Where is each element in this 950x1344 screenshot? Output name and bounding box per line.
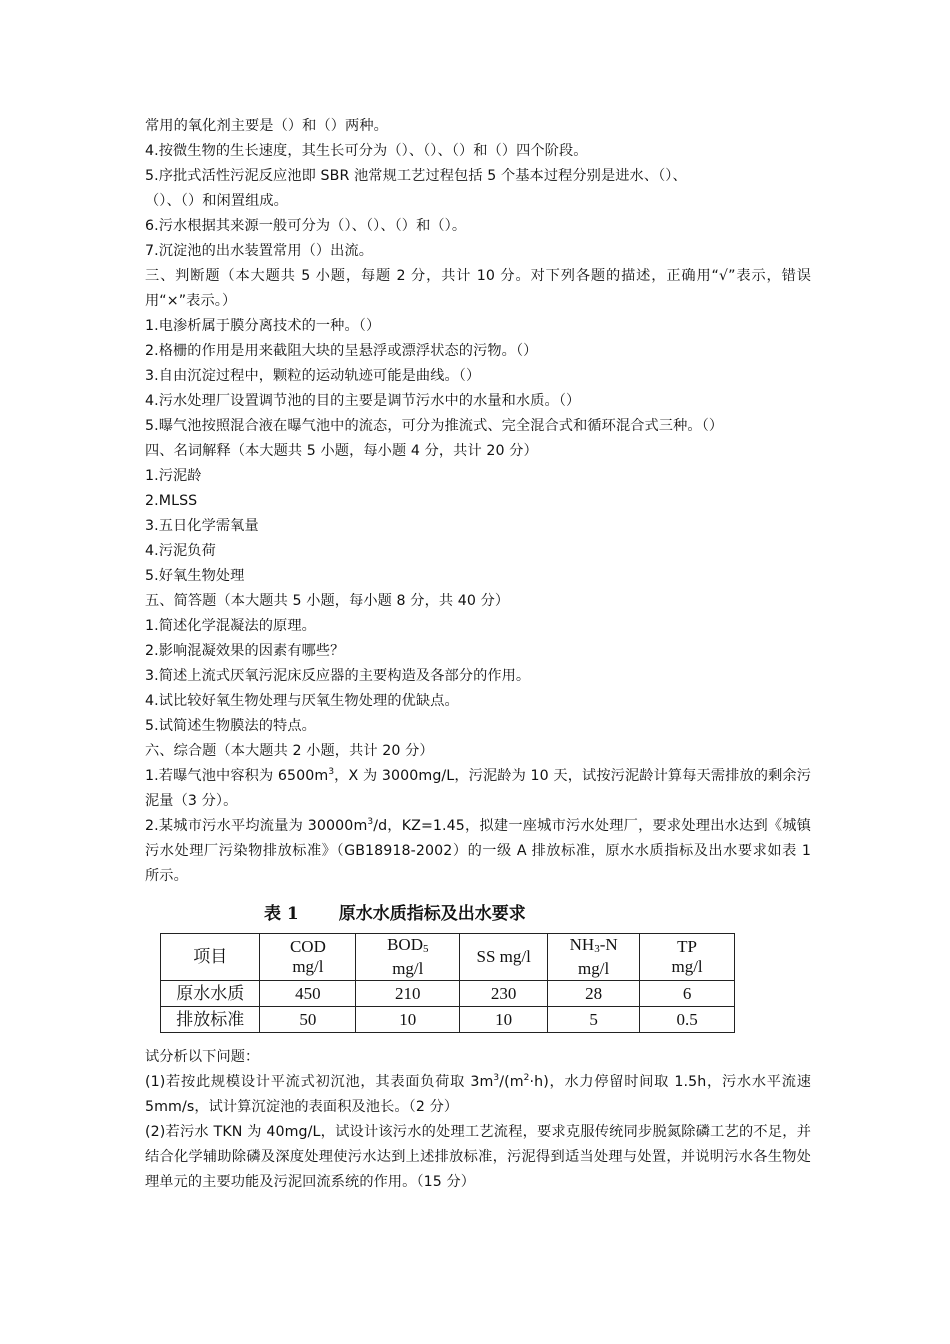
table-header-cell: NH3-N mg/l — [548, 934, 640, 981]
table-header-cell: TP mg/l — [640, 934, 735, 981]
table-header-cell: BOD5 mg/l — [356, 934, 460, 981]
table-header-row — [161, 934, 735, 981]
text-line: 4.按微生物的生长速度，其生长可分为（）、（）、（）和（）四个阶段。 — [145, 143, 588, 159]
text-line: （）、（）和闲置组成。 — [145, 193, 288, 209]
table-cell: 210 — [356, 981, 460, 1007]
question-item: 3.简述上流式厌氧污泥床反应器的主要构造及各部分的作用。 — [145, 668, 531, 684]
question-item: 2.格栅的作用是用来截阻大块的呈悬浮或漂浮状态的污物。（） — [145, 343, 538, 359]
table-row — [161, 981, 735, 1007]
water-quality-table — [160, 933, 735, 1033]
document-page — [145, 114, 811, 1195]
table-cell: 50 — [260, 1007, 356, 1033]
table-cell: 10 — [356, 1007, 460, 1033]
table-cell: 原水水质 — [161, 981, 260, 1007]
section-heading-terms: 四、名词解释（本大题共 5 小题，每小题 4 分，共计 20 分） — [145, 443, 538, 459]
table-cell: 28 — [548, 981, 640, 1007]
question-item-1: 1.若曝气池中容积为 $6500m^3$，X 为 3000mg/L，污泥龄为 10 天，试按污泥龄计算每天需排放的剩余污泥量（3 分）。 — [145, 767, 811, 809]
table-cell: 230 — [460, 981, 548, 1007]
section-heading-short-answer: 五、简答题（本大题共 5 小题，每小题 8 分，共 40 分） — [145, 593, 510, 609]
table-header-cell: 项目 — [161, 934, 260, 981]
sub-question-2: (2)若污水 TKN 为 40mg/L，试设计该污水的处理工艺流程，要求克服传统同步脱氮除磷工艺的不足，并结合化学辅助除磷及深度处理使污水达到上述排放标准，污泥得到适当处理与处置，并说明污水各生物处理单元的主要功能及污泥回流系统的作用。（15 分） — [145, 1124, 811, 1190]
question-item: 5.曝气池按照混合液在曝气池中的流态，可分为推流式、完全混合式和循环混合式三种。（） — [145, 418, 724, 434]
question-item: 1.电渗析属于膜分离技术的一种。（） — [145, 318, 381, 334]
question-item: 4.污泥负荷 — [145, 543, 216, 559]
question-item: 2.MLSS — [145, 493, 198, 509]
question-item: 1.污泥龄 — [145, 468, 202, 484]
table-cell: 排放标准 — [161, 1007, 260, 1033]
question-item: 3.自由沉淀过程中，颗粒的运动轨迹可能是曲线。（） — [145, 368, 481, 384]
question-item: 5.好氧生物处理 — [145, 568, 245, 584]
sub-question-1: (1)若按此规模设计平流式初沉池，其表面负荷取 $3m^3/(m^2\cdot h)$，水力停留时间取 1.5h，污水水平流速 5mm/s，试计算沉淀池的表面积及池长。（2 分） — [145, 1073, 811, 1115]
question-item: 2.影响混凝效果的因素有哪些？ — [145, 643, 345, 659]
analysis-intro: 试分析以下问题： — [145, 1049, 260, 1065]
section-heading-comprehensive: 六、综合题（本大题共 2 小题，共计 20 分） — [145, 743, 434, 759]
table-caption: 表 1 原水水质指标及出水要求 — [264, 904, 526, 924]
table-cell: 5 — [548, 1007, 640, 1033]
water-quality-table-block — [160, 903, 735, 1033]
table-cell: 450 — [260, 981, 356, 1007]
table-header-cell: SS mg/l — [460, 934, 548, 981]
table-cell: 10 — [460, 1007, 548, 1033]
table-cell: 6 — [640, 981, 735, 1007]
text-line: 6.污水根据其来源一般可分为（）、（）、（）和（）。 — [145, 218, 467, 234]
question-item: 4.污水处理厂设置调节池的目的主要是调节污水中的水量和水质。（） — [145, 393, 581, 409]
question-item: 3.五日化学需氧量 — [145, 518, 259, 534]
question-item-2: 2.某城市污水平均流量为 $30000m^3/d$，KZ=1.45，拟建一座城市污水处理厂，要求处理出水达到《城镇污水处理厂污染物排放标准》（GB18918-2002）的一级 A 排放标准，原水水质指标及出水要求如表 1 所示。 — [145, 817, 811, 884]
table-header-cell: COD mg/l — [260, 934, 356, 981]
question-item: 1.简述化学混凝法的原理。 — [145, 618, 316, 634]
table-row — [161, 1007, 735, 1033]
question-item: 4.试比较好氧生物处理与厌氧生物处理的优缺点。 — [145, 693, 459, 709]
section-heading-judgment: 三、判断题（本大题共 5 小题，每题 2 分，共计 10 分。对下列各题的描述，正确用“√”表示，错误用“×”表示。） — [145, 268, 811, 309]
text-line: 5.序批式活性污泥反应池即 SBR 池常规工艺过程包括 5 个基本过程分别是进水、（）、 — [145, 168, 687, 184]
text-line: 7.沉淀池的出水装置常用（）出流。 — [145, 243, 374, 259]
question-item: 5.试简述生物膜法的特点。 — [145, 718, 316, 734]
text-line: 常用的氧化剂主要是（）和（）两种。 — [145, 118, 388, 134]
table-cell: 0.5 — [640, 1007, 735, 1033]
